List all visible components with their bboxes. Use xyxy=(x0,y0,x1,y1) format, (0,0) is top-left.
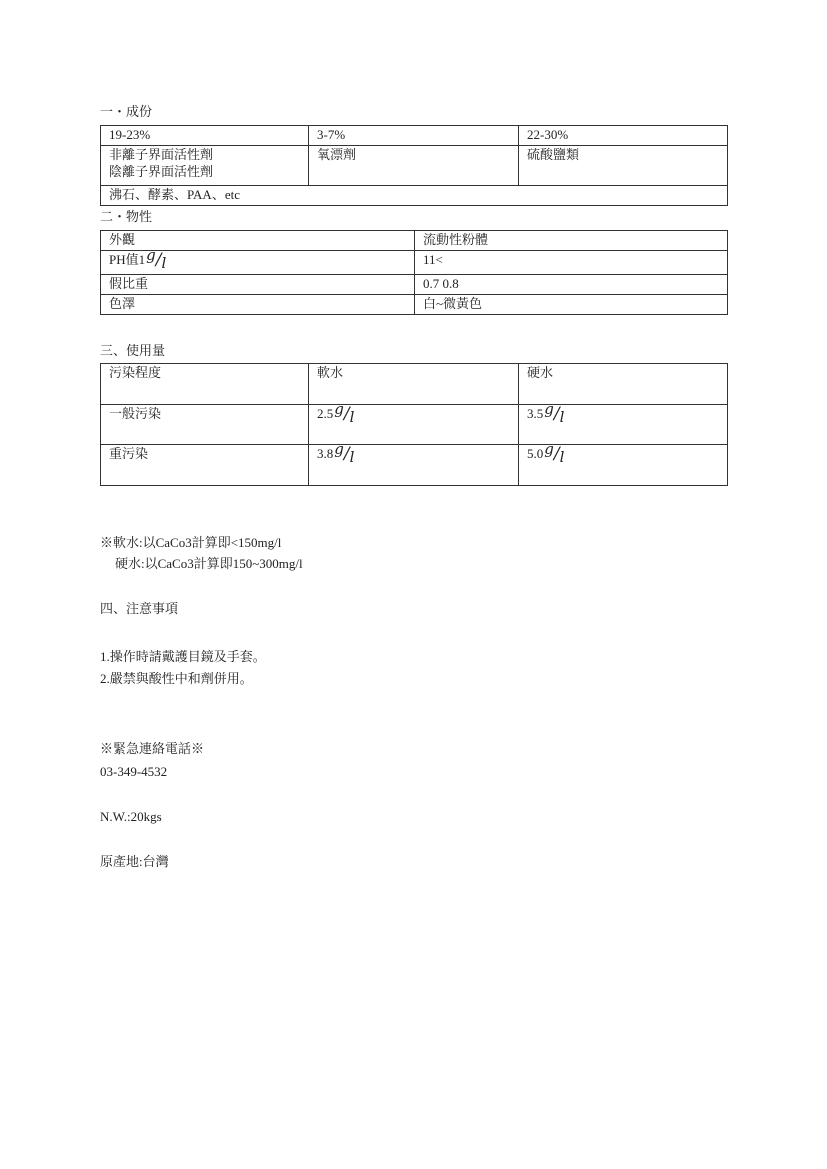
composition-table-wrap xyxy=(100,125,727,206)
table-cell xyxy=(309,405,519,445)
section-4-heading: 四、注意事項 xyxy=(100,601,179,616)
table-row xyxy=(101,126,728,146)
table-cell xyxy=(519,146,728,186)
cell-line: 氧漂劑 xyxy=(317,147,357,162)
unit-slash: / xyxy=(155,250,162,270)
table-cell: 外觀 xyxy=(101,231,415,251)
unit-slash: / xyxy=(553,444,560,464)
composition-table xyxy=(100,125,728,206)
unit-denominator: l xyxy=(161,254,167,272)
origin: 原產地:台灣 xyxy=(100,854,169,869)
table-cell xyxy=(309,445,519,486)
section-2-heading: 二・物性 xyxy=(100,209,153,224)
unit-denominator: l xyxy=(559,408,565,426)
table-row xyxy=(101,405,728,445)
caution-item-1: 1.操作時請戴護目鏡及手套。 xyxy=(100,649,266,664)
table-cell: 白~微黃色 xyxy=(415,295,728,315)
unit-fraction xyxy=(543,444,565,466)
table-row xyxy=(101,295,728,315)
section-3-heading: 三、使用量 xyxy=(100,343,166,358)
cell-line: 硫酸鹽類 xyxy=(527,147,580,162)
table-cell: 22-30% xyxy=(519,126,728,146)
unit-denominator: l xyxy=(349,408,355,426)
unit-slash: / xyxy=(553,404,560,424)
table-cell: 軟水 xyxy=(309,364,519,405)
table-cell xyxy=(519,405,728,445)
ph-label: PH值1 xyxy=(109,252,146,267)
table-cell: 一般污染 xyxy=(101,405,309,445)
emergency-title: ※緊急連絡電話※ xyxy=(100,741,205,756)
table-row xyxy=(101,231,728,251)
properties-table-wrap xyxy=(100,230,727,315)
dose-value: 2.5 xyxy=(317,406,334,421)
soft-water-note: ※軟水:以CaCo3計算即<150mg/l xyxy=(100,535,282,550)
caution-item-2: 2.嚴禁與酸性中和劑併用。 xyxy=(100,671,253,686)
table-cell xyxy=(519,445,728,486)
table-cell: 假比重 xyxy=(101,275,415,295)
unit-fraction xyxy=(145,250,167,272)
table-cell: 11< xyxy=(415,251,728,275)
unit-fraction xyxy=(333,404,355,426)
table-cell: 3-7% xyxy=(309,126,519,146)
table-cell: 沸石、酵素、PAA、etc xyxy=(101,186,728,206)
dose-value: 3.8 xyxy=(317,446,334,461)
table-cell: 硬水 xyxy=(519,364,728,405)
table-cell xyxy=(101,251,415,275)
section-1-heading: 一・成份 xyxy=(100,104,153,119)
usage-table xyxy=(100,363,728,486)
net-weight: N.W.:20kgs xyxy=(100,809,162,824)
unit-fraction xyxy=(333,444,355,466)
table-cell: 污染程度 xyxy=(101,364,309,405)
cell-line: 陰離子界面活性劑 xyxy=(109,164,214,179)
usage-table-wrap xyxy=(100,363,727,486)
unit-denominator: l xyxy=(559,448,565,466)
table-row xyxy=(101,251,728,275)
properties-table xyxy=(100,230,728,315)
unit-slash: / xyxy=(343,404,350,424)
table-row xyxy=(101,445,728,486)
unit-numerator: g xyxy=(544,444,554,458)
table-cell: 0.7 0.8 xyxy=(415,275,728,295)
table-cell xyxy=(309,146,519,186)
unit-numerator: g xyxy=(146,250,156,264)
table-row xyxy=(101,275,728,295)
dose-value: 3.5 xyxy=(527,406,544,421)
table-cell: 色澤 xyxy=(101,295,415,315)
unit-numerator: g xyxy=(334,444,344,458)
table-cell xyxy=(101,146,309,186)
table-cell: 重污染 xyxy=(101,445,309,486)
hard-water-note: 硬水:以CaCo3計算即150~300mg/l xyxy=(115,556,303,571)
unit-denominator: l xyxy=(349,448,355,466)
cell-line: 非離子界面活性劑 xyxy=(109,147,214,162)
table-row xyxy=(101,364,728,405)
emergency-phone: 03-349-4532 xyxy=(100,764,168,779)
unit-slash: / xyxy=(343,444,350,464)
unit-numerator: g xyxy=(334,404,344,418)
dose-value: 5.0 xyxy=(527,446,544,461)
table-row xyxy=(101,146,728,186)
table-row xyxy=(101,186,728,206)
table-cell: 19-23% xyxy=(101,126,309,146)
table-cell: 流動性粉體 xyxy=(415,231,728,251)
unit-fraction xyxy=(543,404,565,426)
unit-numerator: g xyxy=(544,404,554,418)
